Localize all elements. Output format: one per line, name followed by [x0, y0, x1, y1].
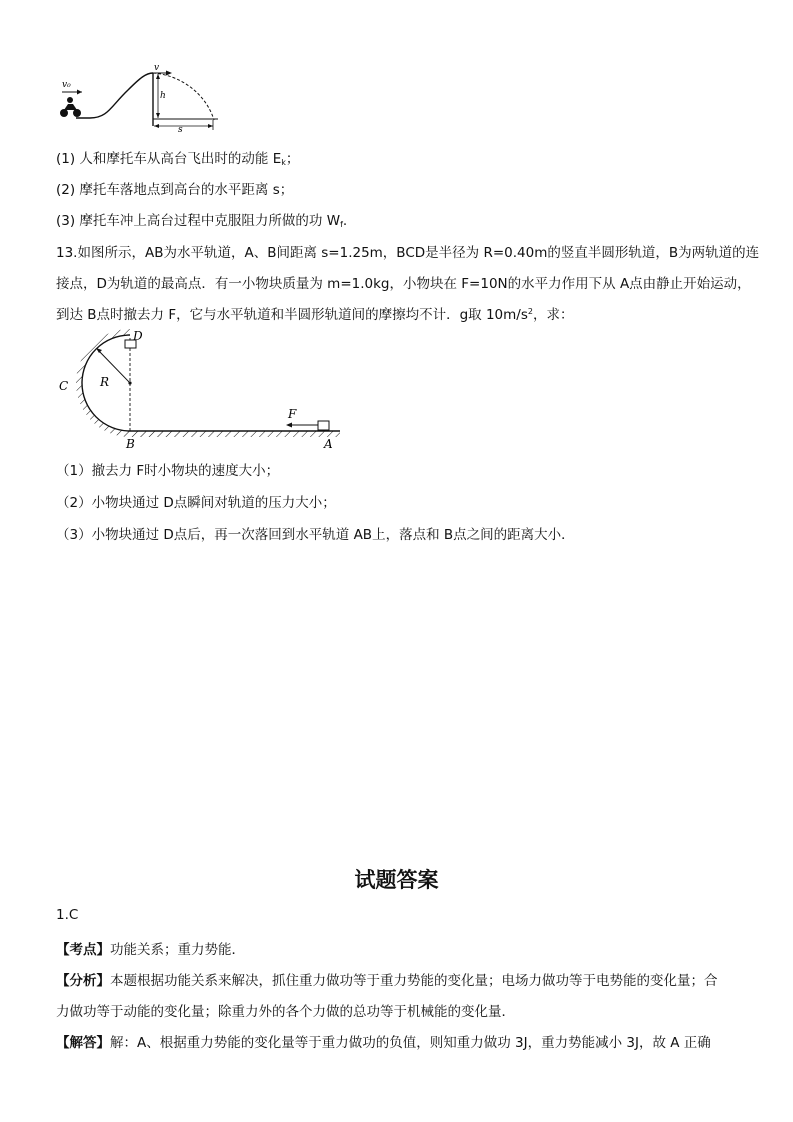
block-at-a — [318, 421, 329, 430]
label-C: C — [59, 379, 69, 393]
q12-part3: (3) 摩托车冲上高台过程中克服阻力所做的功 $W_f$. — [56, 213, 348, 229]
fenxi-line2: 力做功等于动能的变化量；除重力外的各个力做的总功等于机械能的变化量． — [56, 1004, 515, 1020]
kaodian: 【考点】功能关系；重力势能． — [56, 942, 245, 958]
q13-sub2: （2）小物块通过 D点瞬间对轨道的压力大小； — [56, 495, 336, 511]
v-label: v — [154, 63, 160, 73]
s-label: s — [178, 125, 183, 134]
v0-label: v₀ — [62, 80, 71, 90]
label-D: D — [133, 329, 143, 343]
motorcycle-icon — [60, 97, 81, 117]
q13-line2: 接点，D为轨道的最高点．有一小物块质量为 m=1.0kg，小物块在 F=10N的水平力作用下从 A点由静止开始运动， — [56, 276, 751, 292]
q13-line1: 13.如图所示，AB为水平轨道，A、B间距离 s=1.25m，BCD是半径为 R=0.40m的竖直半圆形轨道，B为两轨道的连 — [56, 245, 760, 261]
label-R: R — [100, 375, 110, 389]
jieda: 【解答】解：A、根据重力势能的变化量等于重力做功的负值，则知重力做功 3J，重力势能减小 3J，故 A 正确 — [56, 1035, 711, 1051]
label-B: B — [126, 437, 135, 451]
label-A: A — [324, 437, 333, 451]
label-F: F — [288, 407, 297, 421]
q12-part1: (1) 人和摩托车从高台飞出时的动能 $E_k$； — [56, 151, 300, 167]
answers-title: 试题答案 — [354, 867, 439, 892]
answer-1: 1.C — [56, 907, 79, 923]
q13-sub3: （3）小物块通过 D点后，再一次落回到水平轨道 AB上，落点和 B点之间的距离大小． — [56, 527, 575, 543]
q13-line3: 到达 B点时撤去力 F，它与水平轨道和半圆形轨道间的摩擦均不计．g取 $10m/s^2$，求： — [56, 307, 574, 323]
semicircle-track-figure — [56, 326, 346, 454]
fenxi-line1: 【分析】本题根据功能关系来解决，抓住重力做功等于重力势能的变化量；电场力做功等于电势能的变化量；合 — [56, 973, 718, 989]
motorcycle-ramp-figure — [56, 62, 226, 134]
q12-part2: (2) 摩托车落地点到高台的水平距离 s； — [56, 182, 294, 198]
h-label: h — [160, 91, 166, 101]
q13-sub1: （1）撤去力 F时小物块的速度大小； — [56, 463, 280, 479]
